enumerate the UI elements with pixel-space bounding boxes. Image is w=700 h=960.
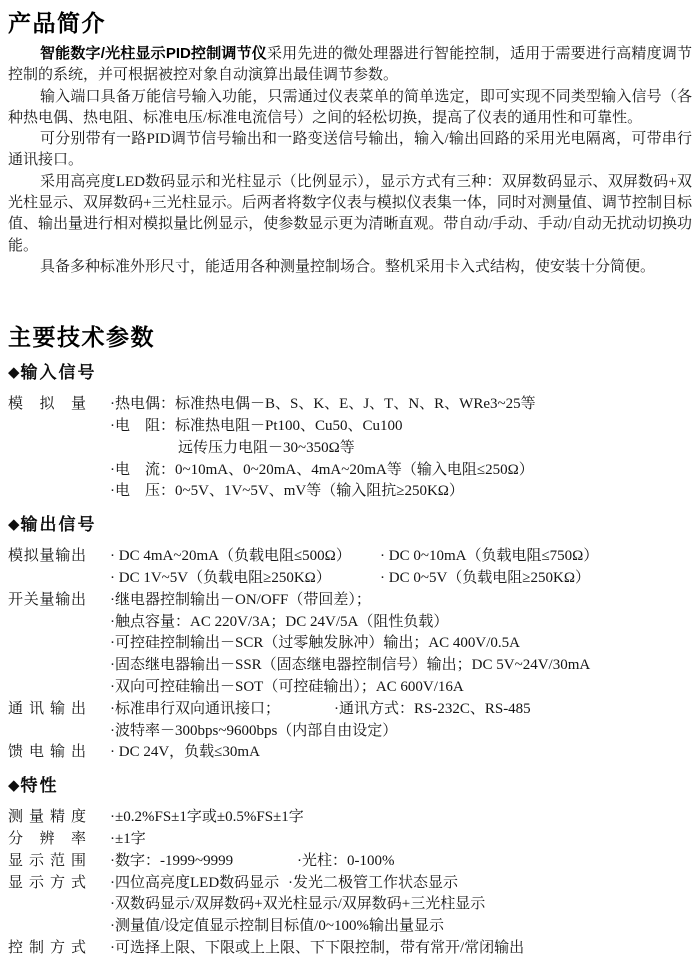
spec-text: ·双数码显示/双屏数码+双光柱显示/双屏数码+三光柱显示 <box>110 896 486 913</box>
spec-section <box>8 775 692 960</box>
spec-line <box>110 699 692 721</box>
spec-row-content <box>110 938 692 960</box>
spec-line <box>110 460 692 482</box>
spec-row <box>8 807 692 829</box>
spec-line <box>110 721 692 743</box>
spec-line <box>110 894 692 916</box>
spec-text: ·电 阻：标准热电阻－Pt100、Cu50、Cu100 <box>110 418 403 435</box>
spec-text: 远传压力电阻－30~350Ω等 <box>178 439 355 456</box>
spec-row-content <box>110 807 692 829</box>
diamond-icon: ◆ <box>8 778 20 795</box>
spec-row-content <box>110 851 692 873</box>
spec-text: · DC 1V~5V（负载电阻≥250KΩ） <box>110 570 331 587</box>
spec-text: ·数字：-1999~9999 <box>110 852 234 869</box>
spec-text: ·触点容量：AC 220V/3A；DC 24V/5A（阻性负载） <box>110 613 449 630</box>
intro-paragraphs <box>8 43 692 278</box>
spec-text: ·可选择上限、下限或上上限、下下限控制，带有常开/常闭输出 <box>110 940 525 956</box>
spec-row-label: 分 辨 率 <box>8 831 86 848</box>
spec-line <box>110 655 692 677</box>
spec-row-label: 显 示 范 围 <box>8 852 86 869</box>
spec-text: ·固态继电器输出－SSR（固态继电器控制信号）输出；DC 5V~24V/30mA <box>110 657 591 674</box>
spec-row <box>8 873 692 938</box>
spec-row-content <box>110 742 692 764</box>
spec-row-content <box>110 394 692 503</box>
spec-text: ·±0.2%FS±1字或±0.5%FS±1字 <box>110 809 304 826</box>
spec-line <box>110 873 692 895</box>
diamond-icon: ◆ <box>8 365 20 382</box>
spec-row-label: 开 关 量 输 出 <box>8 591 86 608</box>
spec-text: ·光柱：0-100% <box>297 852 395 869</box>
spec-row <box>8 742 692 764</box>
intro-paragraph: 采用高亮度LED数码显示和光柱显示（比例显示），显示方式有三种：双屏数码显示、双屏数码+双光柱显示、双屏数码+三光柱显示。后两者将数字仪表与模拟仪表集一体，同时对测量值、调节控制目标值、输出量进行相对模拟量比例显示，使参数显示更为清晰直观。带自动/手动、手动/自动无扰动切换功能。 <box>8 173 692 254</box>
spec-text: · DC 4mA~20mA（负载电阻≤500Ω） <box>110 548 351 565</box>
intro-paragraph: 具备多种标准外形尺寸，能适用各种测量控制场合。整机采用卡入式结构，使安装十分简便。 <box>40 258 656 275</box>
spec-row-label: 显 示 方 式 <box>8 874 86 891</box>
spec-row-label: 馈 电 输 出 <box>8 744 86 761</box>
spec-row-label: 控 制 方 式 <box>8 940 86 956</box>
spec-line <box>110 916 692 938</box>
spec-section-heading: ◆输入信号 <box>8 363 97 383</box>
spec-row <box>8 546 692 590</box>
spec-text: ·热电偶：标准热电偶－B、S、K、E、J、T、N、R、WRe3~25等 <box>110 396 536 413</box>
spec-text: ·电 流：0~10mA、0~20mA、4mA~20mA等（输入电阻≤250Ω） <box>110 461 534 478</box>
spec-line <box>110 568 692 590</box>
specs-title: 主要技术参数 <box>8 324 155 351</box>
spec-line <box>110 742 692 764</box>
spec-row <box>8 699 692 743</box>
spec-text: ·双向可控硅输出－SOT（可控硅输出）；AC 600V/16A <box>110 679 464 696</box>
spec-row <box>8 829 692 851</box>
spec-line <box>110 633 692 655</box>
spec-text: ·电 压：0~5V、1V~5V、mV等（输入阻抗≥250KΩ） <box>110 483 464 500</box>
intro-lead-bold: 智能数字/光柱显示PID控制调节仪 <box>40 45 267 62</box>
spec-line <box>110 807 692 829</box>
spec-row-content <box>110 590 692 699</box>
spec-section <box>8 514 692 764</box>
diamond-icon: ◆ <box>8 517 20 534</box>
spec-text: ·波特率－300bps~9600bps（内部自由设定） <box>110 722 398 739</box>
spec-line <box>110 394 692 416</box>
spec-row <box>8 590 692 699</box>
spec-line <box>110 546 692 568</box>
spec-row <box>8 394 692 503</box>
spec-line <box>110 590 692 612</box>
spec-line <box>110 829 692 851</box>
spec-row-label: 模 拟 量 <box>8 396 86 413</box>
spec-row-content <box>110 873 692 938</box>
intro-paragraph: 智能数字/光柱显示PID控制调节仪采用先进的微处理器进行智能控制，适用于需要进行高精度调节控制的系统，并可根据被控对象自动演算出最佳调节参数。 <box>8 45 692 84</box>
spec-row-label: 测 量 精 度 <box>8 809 86 826</box>
spec-row-label: 通 讯 输 出 <box>8 700 86 717</box>
spec-section-heading: ◆特性 <box>8 776 59 796</box>
spec-line <box>110 612 692 634</box>
spec-section-heading: ◆输出信号 <box>8 515 97 535</box>
spec-section <box>8 362 692 503</box>
spec-text: · DC 24V，负载≤30mA <box>110 744 260 761</box>
spec-text: ·±1字 <box>110 831 146 848</box>
spec-line <box>110 481 692 503</box>
spec-text: ·标准串行双向通讯接口； <box>110 700 280 717</box>
spec-line <box>110 416 692 438</box>
spec-row-content <box>110 546 692 590</box>
spec-line <box>110 938 692 960</box>
spec-row-content <box>110 829 692 851</box>
spec-line <box>110 438 692 460</box>
spec-line <box>110 851 692 873</box>
intro-paragraph: 可分别带有一路PID调节信号输出和一路变送信号输出，输入/输出回路的采用光电隔离，可带串行通讯接口。 <box>8 131 692 169</box>
spec-text: · DC 0~5V（负载电阻≥250KΩ） <box>380 570 590 587</box>
spec-row-content <box>110 699 692 743</box>
spec-text: ·四位高亮度LED数码显示 <box>110 874 280 891</box>
spec-row <box>8 851 692 873</box>
spec-text: ·测量值/设定值显示控制目标值/0~100%输出量显示 <box>110 918 444 935</box>
spec-text: ·通讯方式：RS-232C、RS-485 <box>334 700 531 717</box>
spec-text: ·发光二极管工作状态显示 <box>288 874 458 891</box>
spec-sections <box>8 362 692 960</box>
spec-text: ·继电器控制输出－ON/OFF（带回差）； <box>110 591 371 608</box>
spec-row-label: 模 拟 量 输 出 <box>8 548 86 565</box>
spec-text: ·可控硅控制输出－SCR（过零触发脉冲）输出；AC 400V/0.5A <box>110 635 521 652</box>
intro-paragraph: 输入端口具备万能信号输入功能，只需通过仪表菜单的简单选定，即可实现不同类型输入信号（各种热电偶、热电阻、标准电压/标准电流信号）之间的轻松切换，提高了仪表的通用性和可靠性。 <box>8 88 692 126</box>
spec-row <box>8 938 692 960</box>
intro-title: 产品简介 <box>8 10 106 36</box>
spec-text: · DC 0~10mA（负载电阻≤750Ω） <box>380 548 599 565</box>
spec-line <box>110 677 692 699</box>
